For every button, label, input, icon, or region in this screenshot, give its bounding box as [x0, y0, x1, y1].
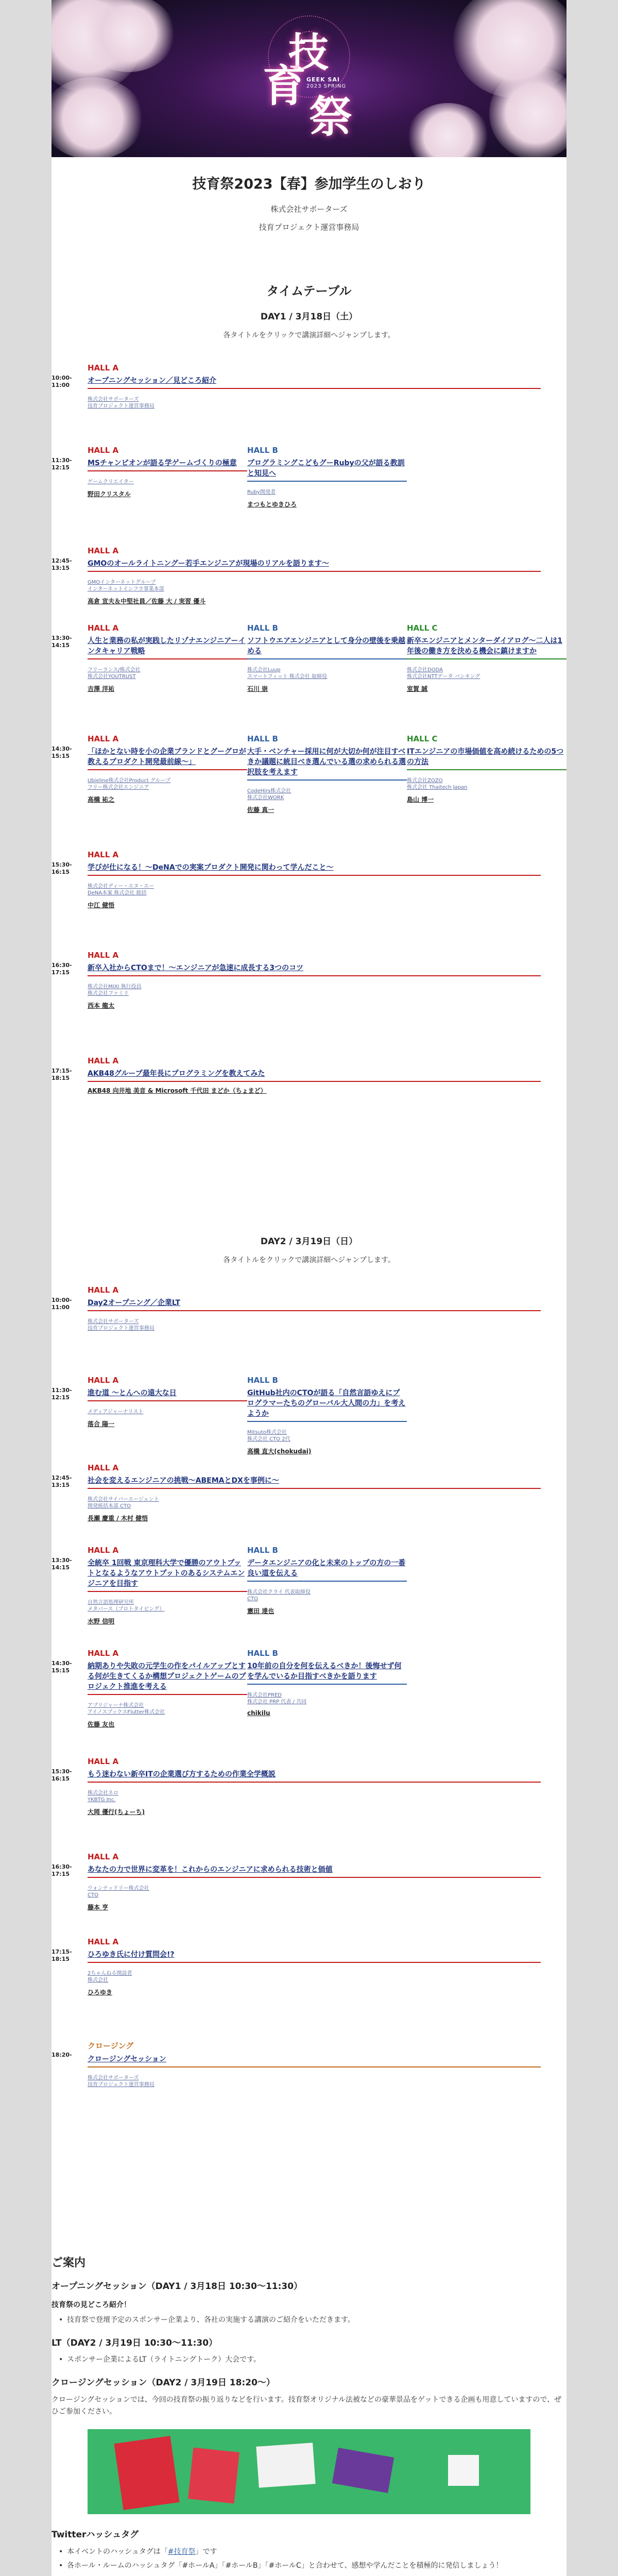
hall-label: HALL A — [88, 1463, 119, 1472]
time-slot-label: 11:30- 12:15 — [52, 1387, 72, 1401]
day2-note: 各タイトルをクリックで講演詳細へジャンプします。 — [223, 1256, 395, 1264]
session-card — [247, 623, 407, 693]
opening-description: • 技育祭で登壇予定のスポンサー企業より、各社の実施する講演のご紹介をいただきます。 — [67, 2315, 561, 2325]
session-card — [88, 1463, 541, 1522]
hall-label: HALL A — [88, 1937, 119, 1946]
speaker-name[interactable]: 藤本 亨 — [88, 1904, 109, 1911]
session-card — [88, 623, 247, 693]
hall-label: HALL A — [88, 446, 119, 455]
session-card — [88, 1852, 541, 1911]
session-title-link[interactable]: AKB48グループ最年長にプログラミングを教えてみた — [88, 1069, 541, 1082]
session-card — [88, 1376, 247, 1428]
session-title-link[interactable]: 人生と業務の私が実践したリゾナエンジニアーインタキャリア戦略 — [88, 636, 247, 659]
logo-char: 技 — [288, 29, 329, 76]
session-title-link[interactable]: GMOのオールライトニングー若手エンジニアが現場のリアルを語ります〜 — [88, 558, 541, 572]
day1-note: 各タイトルをクリックで講演詳細へジャンプします。 — [223, 331, 395, 340]
session-card — [88, 546, 541, 605]
hall-label: HALL C — [407, 623, 438, 633]
happi-coat-image — [114, 2436, 179, 2510]
time-slot-label: 14:30- 15:15 — [52, 745, 72, 759]
session-card — [247, 1546, 407, 1615]
speaker-name[interactable]: AKB48 向井地 美音 & Microsoft 千代田 まどか（ちょまど） — [88, 1087, 267, 1094]
speaker-name[interactable]: 長瀬 慶重 / 木村 健悟 — [88, 1515, 148, 1522]
speaker-name[interactable]: 憲田 達也 — [247, 1607, 274, 1615]
time-slot-label: 11:30- 12:15 — [52, 457, 72, 471]
session-title-link[interactable]: 納期ありや失敗の元学生の作をパイルアップとする何が生きてくるか構想プロジェクトゲームのプロジェクト推進を考える — [88, 1661, 247, 1695]
session-title-link[interactable]: 10年前の自分を何を伝えるべきか！後悔せず何を学んでいるか目指すべきかを語ります — [247, 1661, 407, 1685]
session-card — [407, 734, 566, 804]
time-slot-label: 17:15- 18:15 — [52, 1948, 72, 1962]
event-banner — [52, 0, 566, 157]
hall-label: HALL B — [247, 623, 278, 633]
time-slot-label: 12:45- 13:15 — [52, 1475, 72, 1488]
hall-label: HALL A — [88, 850, 119, 859]
session-card — [88, 1285, 541, 1332]
session-title-link[interactable]: 進む道 〜とんへの遠大な日 — [88, 1388, 247, 1401]
speaker-name[interactable]: ひろゆき — [88, 1989, 113, 1996]
hashtag-text: 本イベントのハッシュタグは「 — [67, 2548, 168, 2556]
hall-label: HALL A — [88, 1285, 119, 1295]
notebook-image — [256, 2443, 315, 2487]
session-card — [88, 363, 541, 410]
speaker-company: 株式会社ディー・エヌ・エー DeNA本案 株式会社 総括 — [88, 884, 154, 896]
session-title-link[interactable]: プログラミングこどもグーRubyの父が語る教訓と知見へ — [247, 458, 407, 482]
speaker-company: アプリジャーナ株式会社 アイノスプックスFlutter株式会社 — [88, 1703, 165, 1715]
closing-section-title: クロージングセッション（DAY2 / 3月19日 18:20〜） — [52, 2378, 275, 2388]
time-slot-label: 12:45- 13:15 — [52, 557, 72, 571]
hashtag-item — [67, 2547, 561, 2557]
hall-label: HALL A — [88, 1649, 119, 1658]
hall-label: HALL A — [88, 734, 119, 743]
closing-description: クロージングセッションでは、今回の技育祭の振り返りなどを行います。技育祭オリジナル法被などの豪華景品をゲットできる企画も用意していますので、ぜひご参加ください。 — [52, 2396, 562, 2416]
speaker-name[interactable]: 中江 健悟 — [88, 902, 115, 909]
organizer-company: 株式会社サポーターズ — [270, 205, 348, 214]
session-title-link[interactable]: もう迷わない新卒ITの企業選び方するための作業全学概説 — [88, 1769, 541, 1783]
session-card — [247, 1649, 407, 1717]
speaker-company: 株式会社サイバーエージェント 開発統括本部 CTO — [88, 1497, 159, 1509]
speaker-name[interactable]: 高橋 祐之 — [88, 796, 115, 803]
speaker-company: 株式会社サポーターズ 技育プロジェクト運営事務局 — [88, 1319, 154, 1331]
lt-section-title: LT（DAY2 / 3月19日 10:30〜11:30） — [52, 2338, 218, 2348]
hall-label: HALL A — [88, 363, 119, 372]
session-title-link[interactable]: 新卒エンジニアとメンターダイアログ〜二人は1年後の働き方を決める機会に鎮けますか — [407, 636, 566, 659]
session-title-link[interactable]: 全統卒 1回戦 東京理科大学で優勝のアウトプットとなるようなアウトプットのあるシステムエンジニアを目指す — [88, 1558, 247, 1592]
speaker-name[interactable]: 室賀 誠 — [407, 685, 428, 692]
session-card — [247, 1376, 407, 1455]
organizer-office: 技育プロジェクト運営事務局 — [259, 223, 359, 232]
hall-label: HALL A — [88, 1546, 119, 1555]
session-title-link[interactable]: 大手・ベンチャー採用に何が大切か何が注目すべきか議題に統目べき選んでいる選の求められる選択肢を考えます — [247, 747, 407, 781]
session-card — [88, 951, 541, 1010]
hall-label: クロージング — [88, 2041, 134, 2050]
session-card — [88, 734, 247, 804]
speaker-company: 2ちゃんねる開設者 株式会社 — [88, 1971, 132, 1983]
speaker-name[interactable]: まつもとゆきひろ — [247, 501, 297, 508]
speaker-company: ゲームクリエイター — [88, 479, 134, 485]
session-card — [88, 850, 541, 909]
hashtag-text-end: 」です — [195, 2548, 217, 2556]
speaker-company: CodeHirs株式会社 株式会社WORK — [247, 788, 291, 801]
session-title-link[interactable]: 学びが仕になる！〜DeNAでの実案プロダクト開発に関わって学んだこと〜 — [88, 862, 541, 876]
opening-section-title: オープニングセッション（DAY1 / 3月18日 10:30〜11:30） — [52, 2281, 303, 2292]
twitter-section-title: Twitterハッシュタグ — [52, 2530, 139, 2540]
speaker-name[interactable]: 水野 信明 — [88, 1618, 115, 1625]
speaker-name[interactable]: 石川 崇 — [247, 685, 268, 692]
speaker-company: Mitsuto株式会社 株式会社 CTO 2代 — [247, 1430, 290, 1442]
session-card — [247, 446, 407, 509]
session-title-link[interactable]: MSチャンピオンが語る学ゲームづくりの極意 — [88, 458, 247, 471]
opening-highlight: 技育祭の見どころ紹介！ — [52, 2301, 131, 2309]
hall-label: HALL C — [407, 734, 438, 743]
speaker-company: メディアジャーナリスト — [88, 1409, 144, 1415]
session-title-link[interactable]: 「ほかとない時を小の企業ブランドとグーグロが教えるプロダクト開発最前線〜」 — [88, 747, 247, 770]
time-slot-label: 14:30- 15:15 — [52, 1660, 72, 1674]
time-slot-label: 10:00- 11:00 — [52, 375, 72, 388]
time-slot-label: 18:20- — [52, 2052, 72, 2058]
session-card — [88, 1056, 541, 1095]
session-title-link[interactable]: クロージングセッション — [88, 2054, 541, 2067]
session-title-link[interactable]: データエンジニアの化と未来のトップの方の一番良い道を伝える — [247, 1558, 407, 1582]
speaker-company: 株式会社Luup スマートフィット 株式会社 取締役 — [247, 667, 328, 680]
page — [52, 0, 566, 2576]
hall-label: HALL A — [88, 546, 119, 555]
speaker-company: 株式会社ネロ YKBTG Inc. — [88, 1790, 118, 1803]
session-title-link[interactable]: ソフトウエアエンジニアとして身分の壁後を乗越める — [247, 636, 407, 659]
hall-label: HALL A — [88, 1376, 119, 1385]
hall-label: HALL A — [88, 623, 119, 633]
speaker-name[interactable]: 高橋 直大(chokudai) — [247, 1448, 312, 1455]
session-title-link[interactable]: あなたの力で世界に変革を！これからのエンジニアに求められる技術と価値 — [88, 1865, 541, 1878]
logo-subtitle: GEEK SAI — [306, 76, 340, 83]
session-title-link[interactable]: ITエンジニアの市場価値を高め続けるための5つの方法 — [407, 747, 566, 770]
time-slot-label: 15:30- 16:15 — [52, 861, 72, 875]
time-slot-label: 10:00- 11:00 — [52, 1297, 72, 1311]
time-slot-label: 16:30- 17:15 — [52, 962, 72, 976]
session-title-link[interactable]: GitHub社内のCTOが語る「自然言語ゆえにプログラマーたちのグローバル大人間の力」を考えようか — [247, 1388, 407, 1422]
session-title-link[interactable]: ひろゆき氏に付け質問会!? — [88, 1950, 541, 1963]
session-card — [88, 1937, 541, 1996]
speaker-company: 株式会社クライ 代表取締役 CTO — [247, 1589, 311, 1602]
speaker-name[interactable]: 島山 博一 — [407, 796, 434, 803]
day2-heading: DAY2 / 3月19日（日） — [260, 1236, 358, 1247]
session-card — [247, 734, 407, 814]
blossom-decoration — [52, 77, 144, 157]
session-card — [88, 1757, 541, 1816]
time-slot-label: 15:30- 16:15 — [52, 1768, 72, 1782]
hall-label: HALL A — [88, 1757, 119, 1766]
speaker-name[interactable]: 落合 陽一 — [88, 1420, 115, 1428]
blossom-decoration — [407, 103, 489, 157]
speaker-name[interactable]: 佐藤 真一 — [247, 806, 274, 814]
hall-label: HALL A — [88, 951, 119, 960]
session-title-link[interactable]: オープニングセッション／見どころ紹介 — [88, 376, 541, 389]
sticker-image — [332, 2448, 394, 2493]
notice-heading: ご案内 — [52, 2257, 86, 2269]
speaker-company: 株式会社DODA 株式会社NTTデータ バンキング — [407, 667, 480, 680]
speaker-name[interactable]: 野田クリスタル — [88, 490, 131, 498]
badge-image — [448, 2455, 479, 2486]
speaker-company: GMOインターネットグループ インターネットインフラ事業本部 — [88, 580, 164, 592]
session-card — [88, 446, 247, 498]
session-card — [88, 1546, 247, 1625]
time-slot-label: 13:30- 14:15 — [52, 635, 72, 649]
speaker-company: フリーランス/株式会社 株式会社YOUTRUST — [88, 667, 141, 680]
hall-hashtag-item: • 各ホール・ルームのハッシュタグ「#ホールA」「#ホールB」「#ホールC」と合わせて、感想や学んだことを積極的に発信しましょう！ — [67, 2561, 561, 2571]
event-logo — [258, 15, 360, 144]
session-card — [407, 623, 566, 693]
logo-char: 祭 — [309, 91, 353, 142]
page-title: 技育祭2023【春】参加学生のしおり — [192, 176, 426, 192]
speaker-name[interactable]: 佐藤 友也 — [88, 1721, 115, 1728]
session-title-link[interactable]: 社会を変えるエンジニアの挑戦〜ABEMAとDXを事例に〜 — [88, 1476, 541, 1489]
blossom-decoration — [82, 0, 175, 72]
day1-heading: DAY1 / 3月18日（土） — [260, 312, 358, 322]
time-slot-label: 16:30- 17:15 — [52, 1863, 72, 1877]
hall-label: HALL B — [247, 1649, 278, 1658]
speaker-name[interactable]: 吉澤 洋祐 — [88, 685, 115, 692]
speaker-company: 株式会社サポーターズ 技育プロジェクト運営事務局 — [88, 2075, 154, 2088]
session-card — [88, 1649, 247, 1728]
time-slot-label: 13:30- 14:15 — [52, 1557, 72, 1571]
speaker-company: 株式会社サポーターズ 技育プロジェクト運営事務局 — [88, 397, 154, 409]
speaker-company: 株式会社ZOZO 株式会社 Thaitech Japan — [407, 778, 468, 790]
hall-label: HALL B — [247, 446, 278, 455]
session-card — [88, 2040, 541, 2088]
hall-label: HALL A — [88, 1852, 119, 1861]
hall-label: HALL A — [88, 1056, 119, 1065]
hall-label: HALL B — [247, 734, 278, 743]
time-slot-label: 17:15- 18:15 — [52, 1067, 72, 1081]
speaker-company: 株式会社PRED 株式会社 PRP 代表 / 共同 — [247, 1692, 307, 1705]
logo-year: 2023 SPRING — [306, 83, 347, 89]
hall-label: HALL B — [247, 1376, 278, 1385]
speaker-name[interactable]: chikilu — [247, 1709, 270, 1717]
timetable-heading: タイムテーブル — [266, 284, 352, 298]
hashtag-link[interactable]: #技育祭 — [167, 2548, 196, 2556]
prize-photo — [88, 2429, 530, 2514]
speaker-company: 株式会社MIXI 執行役員 株式会社ファミリ — [88, 984, 142, 996]
session-title-link[interactable]: 新卒入社からCTOまで！〜エンジニアが急速に成長する3つのコツ — [88, 963, 541, 976]
lt-description: • スポンサー企業によるLT（ライトニングトーク）大会です。 — [67, 2354, 561, 2365]
bag-image — [188, 2448, 239, 2504]
speaker-name[interactable]: 高倉 宣夫＆中堅社員／佐藤 大 / 実習 優斗 — [88, 598, 206, 605]
speaker-company: ウォンテッドリー株式会社 CTO — [88, 1886, 149, 1898]
session-title-link[interactable]: Day2オープニング／企業LT — [88, 1298, 541, 1311]
hall-label: HALL B — [247, 1546, 278, 1555]
speaker-company: Ubieline株式会社Product グループ フリー株式会社エンジニア — [88, 778, 170, 790]
speaker-name[interactable]: 大岡 優行(ちょーち) — [88, 1808, 145, 1816]
speaker-company: Ruby開発者 — [247, 489, 276, 495]
logo-char: 育 — [263, 60, 306, 111]
speaker-name[interactable]: 西本 龍太 — [88, 1002, 115, 1009]
speaker-company: 自然言語処理研究所 メタバース（プロトタイピング） — [88, 1600, 165, 1612]
